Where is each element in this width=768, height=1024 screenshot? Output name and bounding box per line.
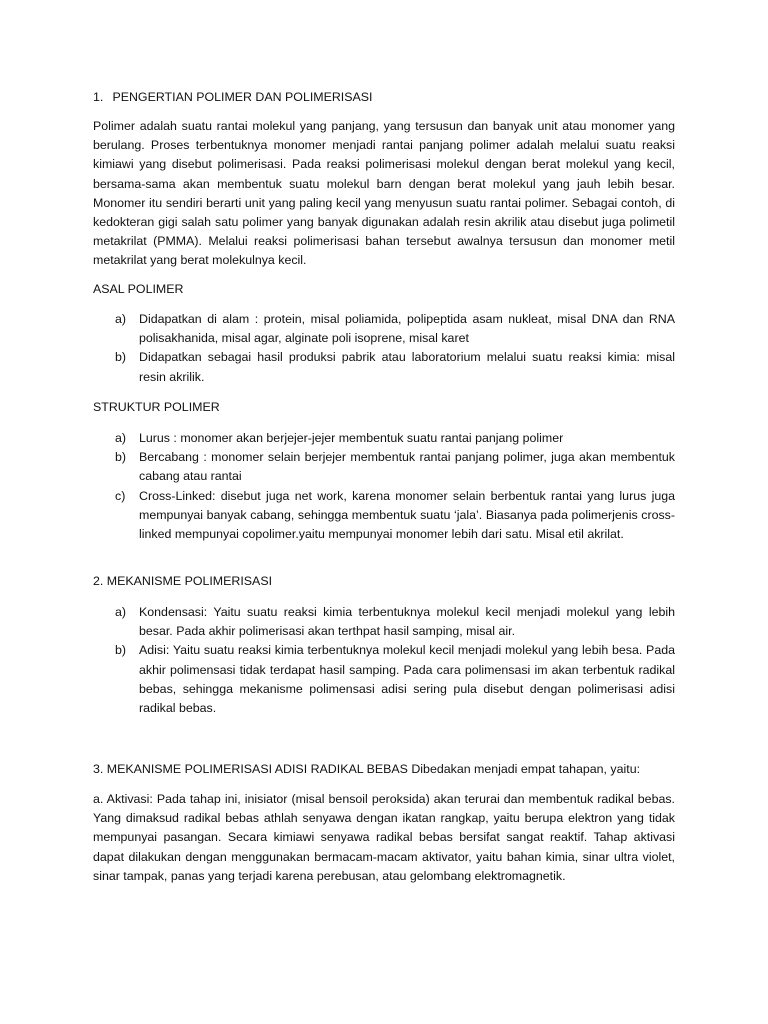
list-item-text: Didapatkan sebagai hasil produksi pabrik atau laboratorium melalui suatu reaksi kimia: misal resin akrilik.	[139, 350, 675, 384]
list-marker: c)	[115, 488, 126, 503]
list-item-text: Bercabang : monomer selain berjejer membentuk rantai panjang polimer, juga akan membentuk cabang atau rantai	[139, 450, 675, 484]
asal-polimer-list	[93, 310, 675, 387]
list-marker: a)	[115, 312, 127, 326]
list-item	[93, 348, 675, 386]
list-marker: b)	[115, 643, 127, 658]
list-item-text: Didapatkan di alam : protein, misal poliamida, polipeptida asam nukleat, misal DNA dan RNA polisakhanida, misal agar, alginate poli isoprene, misal karet	[139, 312, 675, 346]
section-3-paragraph: a. Aktivasi: Pada tahap ini, inisiator (misal bensoil peroksida) akan terurai dan membentuk radikal bebas. Yang dimaksud radikal bebas athlah senyawa dengan ikatan rangkap, yaitu berupa elektron yang tidak mempunyai pasangan. Secara kimiawi senyawa radikal bebas bersifat sangat reaktif. Tahap aktivasi dapat dilakukan dengan menggunakan bermacam-macam aktivator, yaitu bahan kimia, sinar ultra violet, sinar tampak, panas yang terjadi karena perebusan, atau gelombang elektromagnetik.	[93, 792, 675, 883]
list-marker: b)	[115, 450, 127, 465]
section-1-number: 1.	[93, 90, 104, 104]
list-item	[93, 310, 675, 348]
list-item-text: Adisi: Yaitu suatu reaksi kimia terbentuknya molekul kecil menjadi molekul yang lebih besa. Pada akhir polimensasi tidak terdapat hasil samping. Pada cara polimensasi im akan terbentuk radikal bebas, sehingga mekanisme polimensasi adisi sering pula disebut dengan polimerisasi adisi radikal bebas.	[139, 643, 675, 716]
list-item	[93, 448, 675, 486]
section-1-heading	[93, 88, 675, 107]
section-2-heading: 2. MEKANISME POLIMERISASI	[93, 574, 273, 588]
list-item	[93, 429, 675, 448]
section-1-title: PENGERTIAN POLIMER DAN POLIMERISASI	[112, 90, 373, 104]
list-marker: a)	[115, 605, 127, 619]
struktur-polimer-heading: STRUKTUR POLIMER	[93, 400, 220, 414]
list-item	[93, 603, 675, 641]
list-item-text: Cross-Linked: disebut juga net work, karena monomer selain berbentuk rantai yang lurus juga mempunyai banyak cabang, sehingga membentuk suatu ‘jala’. Biasanya pada polimerjenis cross-linked mempunyai copolimer.yaitu mempunyai monomer lebih dari satu. Misal etil akrilat.	[139, 488, 675, 542]
list-marker: b)	[115, 350, 127, 365]
section-3-heading: 3. MEKANISME POLIMERISASI ADISI RADIKAL BEBAS Dibedakan menjadi empat tahapan, yaitu:	[93, 762, 641, 776]
list-item	[93, 487, 675, 545]
asal-polimer-heading: ASAL POLIMER	[93, 282, 184, 296]
section-2-list	[93, 603, 675, 718]
list-item-text: Kondensasi: Yaitu suatu reaksi kimia terbentuknya molekul kecil menjadi molekul yang lebih besar. Pada akhir polimerisasi akan terthpat hasil samping, misal air.	[139, 605, 675, 639]
list-item-text: Lurus : monomer akan berjejer-jejer membentuk suatu rantai panjang polimer	[139, 431, 564, 445]
list-item	[93, 641, 675, 718]
struktur-polimer-list	[93, 429, 675, 544]
list-marker: a)	[115, 431, 127, 445]
section-1-paragraph: Polimer adalah suatu rantai molekul yang panjang, yang tersusun dan banyak unit atau monomer yang berulang. Proses terbentuknya monomer menjadi rantai panjang polimer adalah melalui suatu reaksi kimiawi yang disebut polimerisasi. Pada reaksi polimerisasi molekul dengan berat molekul yang kecil, bersama-sama akan membentuk suatu molekul barn dengan berat molekul yang jauh lebih besar. Monomer itu sendiri berarti unit yang paling kecil yang menyusun suatu rantai polimer. Sebagai contoh, di kedokteran gigi salah satu polimer yang banyak digunakan adalah resin akrilik atau disebut juga polimetil metakrilat (PMMA). Melalui reaksi polimerisasi bahan tersebut awalnya tersusun dan monomer metil metakrilat yang berat molekulnya kecil.	[93, 119, 675, 268]
